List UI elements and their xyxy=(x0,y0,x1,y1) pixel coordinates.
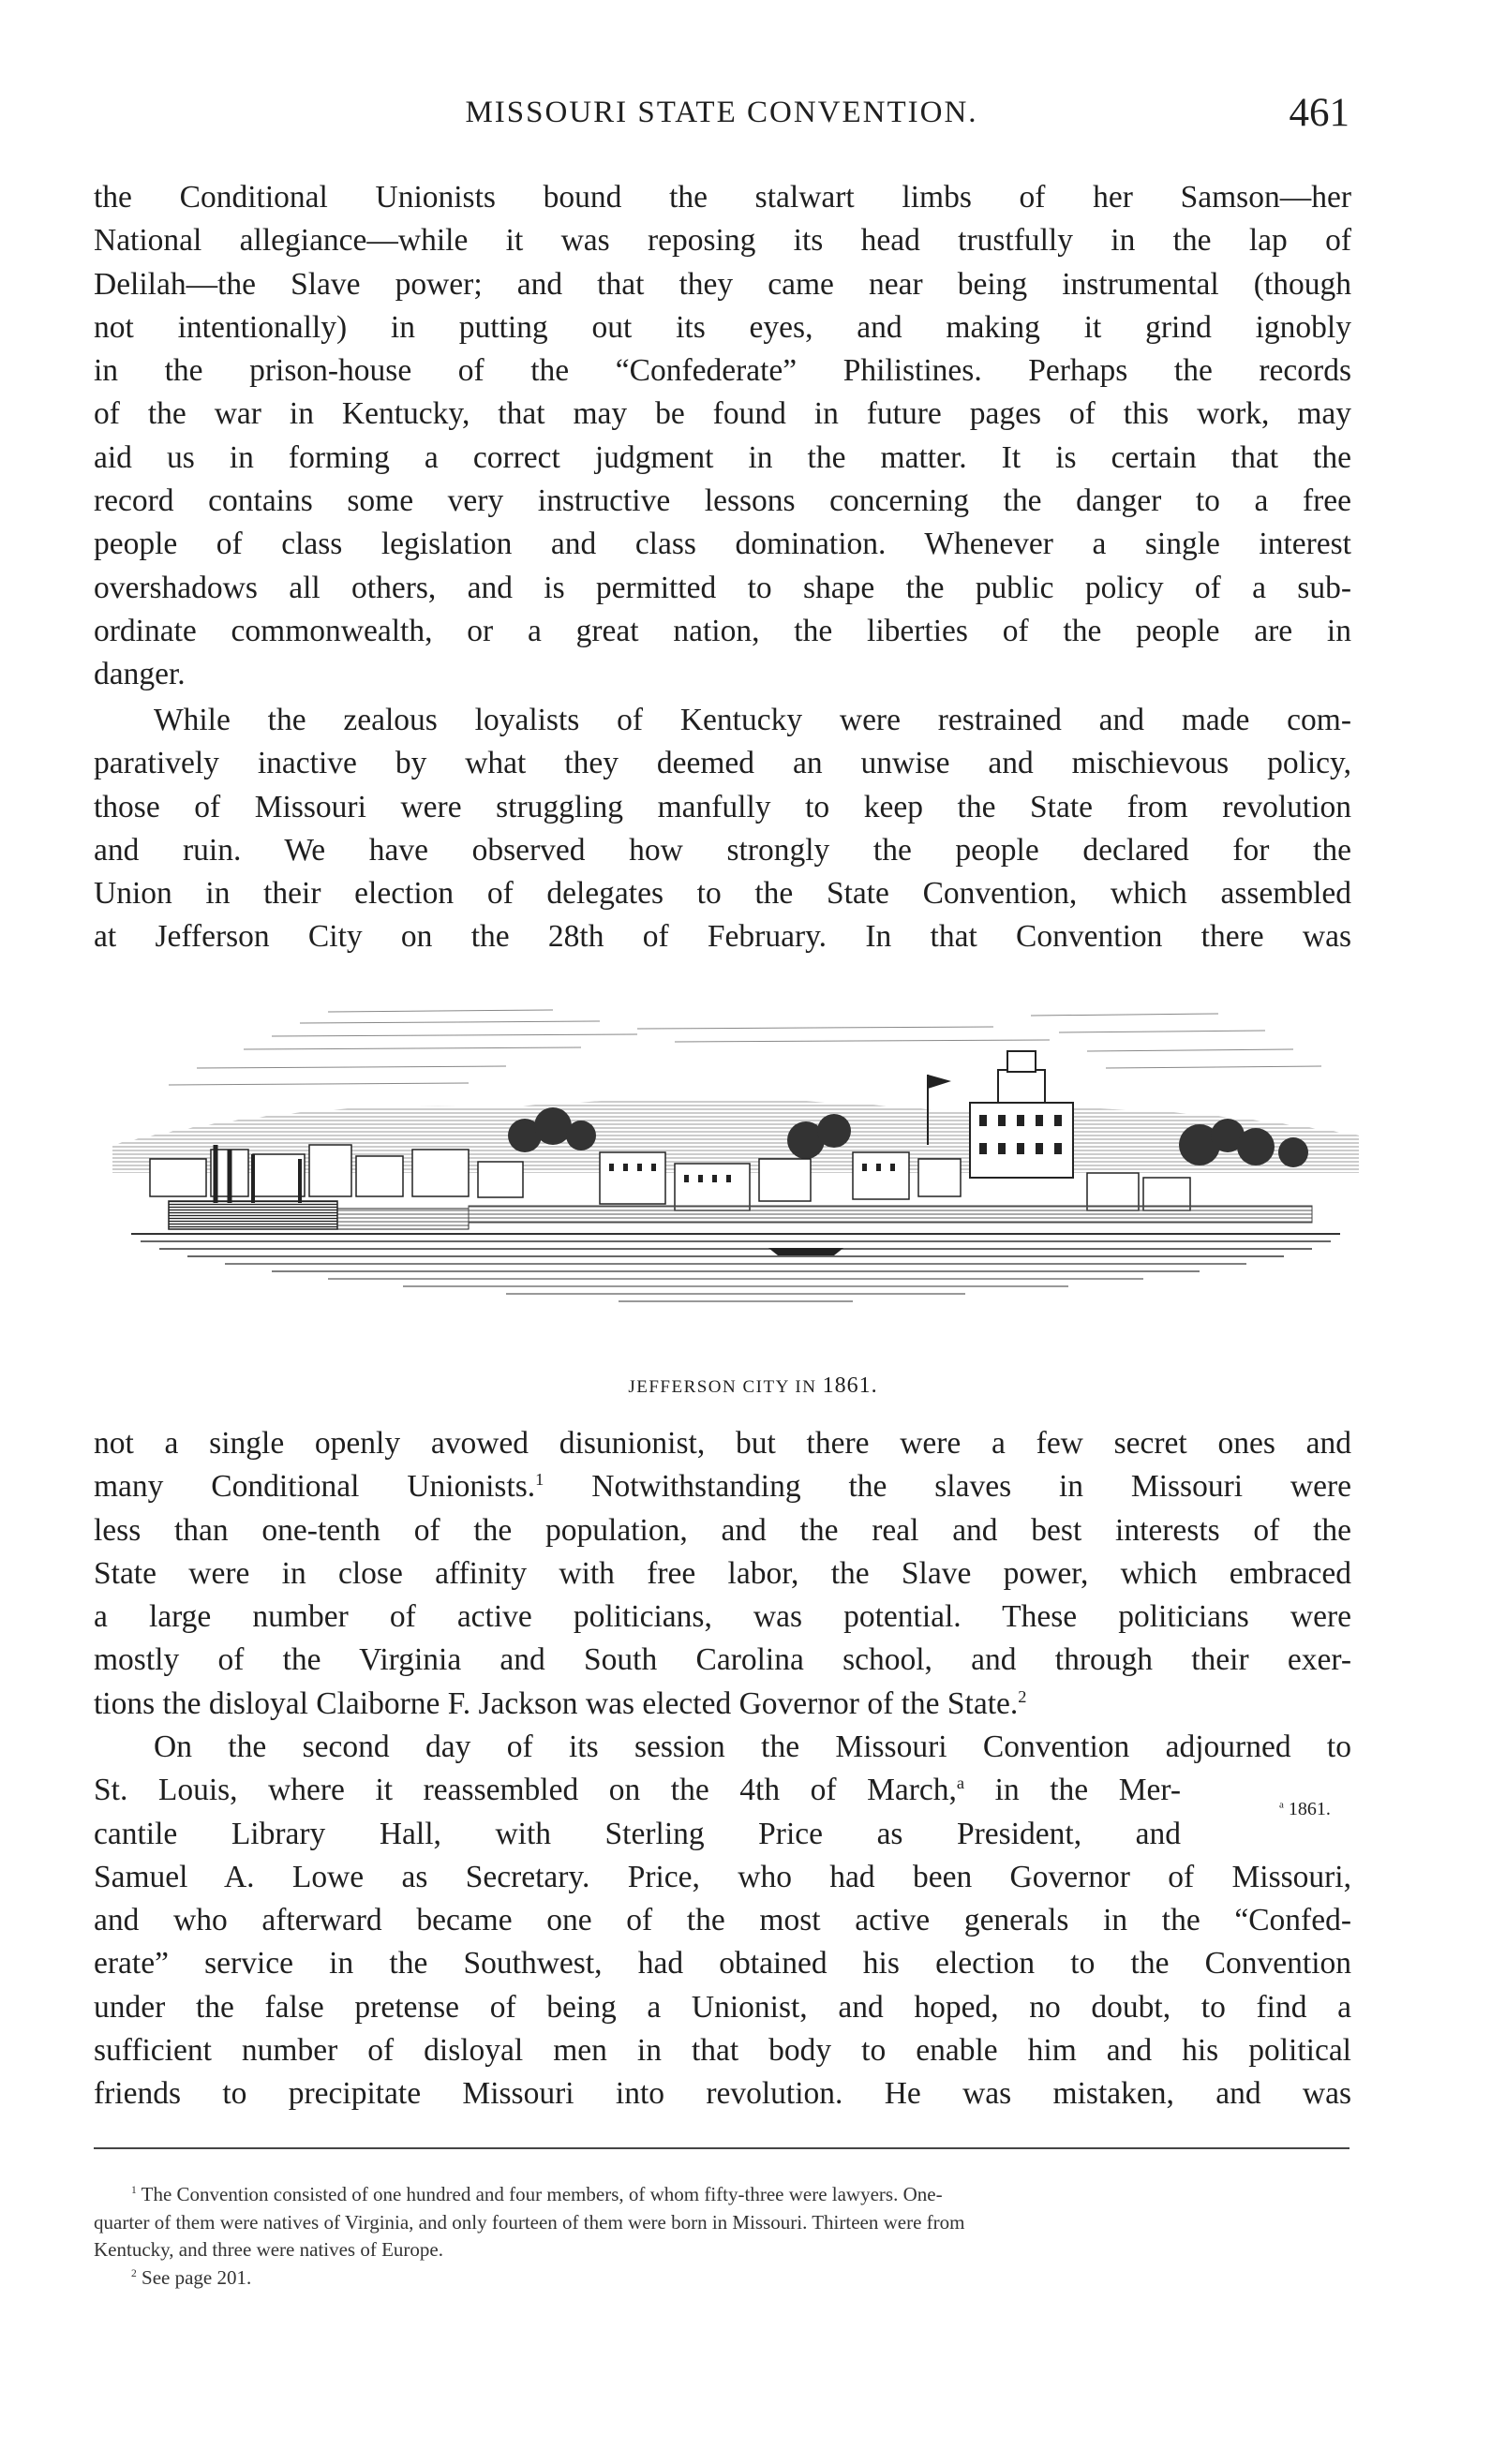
text-line: cantile Library Hall, with Sterling Price as President, and xyxy=(94,1816,1181,1851)
paragraph-1 xyxy=(94,176,1351,697)
text-line: friends to precipitate Missouri into revolution. He was mistaken, and was xyxy=(94,2076,1351,2112)
caption-year: 1861. xyxy=(822,1373,878,1398)
text-line: paratively inactive by what they deemed an unwise and mischievous policy, xyxy=(94,746,1351,781)
text-line: Samuel A. Lowe as Secretary. Price, who had been Governor of Missouri, xyxy=(94,1859,1351,1894)
paragraph-4 xyxy=(94,1726,1351,2116)
shoreline xyxy=(469,1206,1312,1223)
margin-note-ref: a xyxy=(956,1774,965,1793)
text-line: Union in their election of delegates to the State Convention, which assembled xyxy=(94,876,1351,912)
text-line: erate” service in the Southwest, had obtained his election to the Convention xyxy=(94,1946,1351,1982)
footnote-1-mark: 1 xyxy=(131,2185,137,2196)
footnote-1-line: quarter of them were natives of Virginia, and only fourteen of them were born in Missouri. Thirteen were from xyxy=(94,2210,965,2234)
text-line: in the prison-house of the “Confederate” Philistines. Perhaps the records xyxy=(94,353,1351,389)
text-line: record contains some very instructive lessons concerning the danger to a free xyxy=(94,483,1351,519)
flag-icon xyxy=(928,1075,951,1089)
footnote-1-line: Kentucky, and three were natives of Europe. xyxy=(94,2238,443,2261)
margin-note-text: 1861. xyxy=(1288,1799,1331,1819)
running-head: MISSOURI STATE CONVENTION. xyxy=(465,96,978,129)
illustration-caption xyxy=(0,1373,1506,1399)
footnote-2-line xyxy=(94,2264,1351,2293)
text-line xyxy=(94,1683,1351,1726)
page-number: 461 xyxy=(1289,91,1349,135)
text-line: danger. xyxy=(94,657,186,692)
paragraph-3 xyxy=(94,1422,1351,1726)
caption-text: JEFFERSON CITY IN xyxy=(628,1377,817,1397)
text-line: aid us in forming a correct judgment in the matter. It is certain that the xyxy=(94,439,1351,475)
text-fragment: in the Mer- xyxy=(994,1773,1182,1808)
text-line: While the zealous loyalists of Kentucky were restrained and made com- xyxy=(154,703,1351,737)
text-line: the Conditional Unionists bound the stalwart limbs of her Samson—her xyxy=(94,180,1351,215)
text-line: those of Missouri were struggling manfully to keep the State from revolution xyxy=(94,789,1351,824)
text-line: at Jefferson City on the 28th of February. In that Convention there was xyxy=(94,919,1351,955)
text-line: under the false pretense of being a Unionist, and hoped, no doubt, to find a xyxy=(94,1989,1351,2025)
footnote-ref-2: 2 xyxy=(1018,1686,1027,1706)
jefferson-city-engraving xyxy=(112,995,1359,1314)
capitol-building xyxy=(970,1051,1073,1178)
footnote-text: See page 201. xyxy=(142,2265,252,2289)
text-line: National allegiance—while it was reposing its head trustfully in the lap of xyxy=(94,223,1351,259)
footnote-1-line xyxy=(94,2181,1351,2209)
text-fragment: St. Louis, where it reassembled on the 4th of March, xyxy=(94,1773,957,1808)
footnote-text: The Convention consisted of one hundred and four members, of whom fifty-three were lawyers. One- xyxy=(141,2183,943,2205)
footnotes xyxy=(94,2181,1351,2292)
margin-note-mark: a xyxy=(1279,1799,1284,1811)
text-line: people of class legislation and class domination. Whenever a single interest xyxy=(94,527,1351,562)
text-line: and ruin. We have observed how strongly the people declared for the xyxy=(94,832,1351,868)
page-header xyxy=(94,90,1349,146)
sky-hatching xyxy=(169,1010,1321,1085)
text-line: less than one-tenth of the population, and the real and best interests of the xyxy=(94,1512,1351,1548)
text-line: not intentionally) in putting out its eyes, and making it grind ignobly xyxy=(94,309,1351,345)
text-line: mostly of the Virginia and South Carolina school, and through their exer- xyxy=(94,1642,1351,1678)
rowboat xyxy=(768,1248,843,1255)
text-line: Delilah—the Slave power; and that they came near being instrumental (though xyxy=(94,266,1351,302)
margin-date-note xyxy=(1279,1799,1331,1820)
text-fragment: Notwithstanding the slaves in Missouri were xyxy=(591,1469,1351,1505)
text-line: not a single openly avowed disunionist, but there were a few secret ones and xyxy=(94,1426,1351,1461)
text-line: ordinate commonwealth, or a great nation, the liberties of the people are in xyxy=(94,613,1351,648)
footnote-ref-1: 1 xyxy=(535,1470,544,1490)
text-line: State were in close affinity with free labor, the Slave power, which embraced xyxy=(94,1555,1351,1591)
footnote-divider xyxy=(94,2147,1349,2149)
river-water xyxy=(131,1234,1340,1301)
text-line: overshadows all others, and is permitted to shape the public policy of a sub- xyxy=(94,570,1351,605)
footnote-2-mark: 2 xyxy=(131,2267,137,2279)
text-line: and who afterward became one of the most active generals in the “Confed- xyxy=(94,1903,1351,1938)
text-line xyxy=(94,1465,1351,1508)
text-line xyxy=(94,1769,1181,1812)
text-line: On the second day of its session the Missouri Convention adjourned to xyxy=(154,1729,1351,1764)
paragraph-2 xyxy=(94,699,1351,959)
text-line: a large number of active politicians, was potential. These politicians were xyxy=(94,1599,1351,1635)
text-fragment: many Conditional Unionists. xyxy=(94,1469,536,1505)
text-line: sufficient number of disloyal men in that body to enable him and his political xyxy=(94,2033,1351,2069)
text-line: of the war in Kentucky, that may be found in future pages of this work, may xyxy=(94,396,1351,432)
text-fragment: tions the disloyal Claiborne F. Jackson was elected Governor of the State. xyxy=(94,1685,1019,1721)
